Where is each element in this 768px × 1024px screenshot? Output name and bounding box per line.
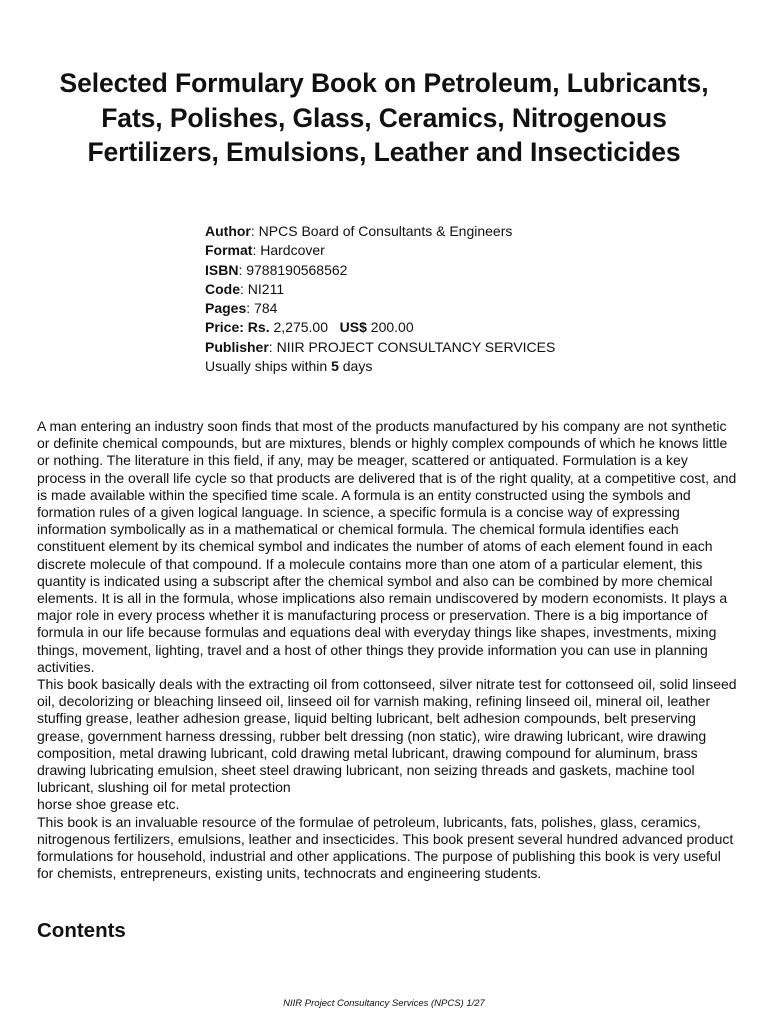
description-paragraph-3: This book is an invaluable resource of the formulae of petroleum, lubricants, fats, polishes, glass, ceramics, nitrogenous fertilizers, emulsions, leather and insecticides. This book present several hundred advanced product formulations for household, industrial and other applications. The purpose of publishing this book is very useful for chemists, entrepreneurs, existing units, technocrats and engineering students. (37, 813, 734, 882)
description-paragraph-1: A man entering an industry soon finds that most of the products manufactured by his company are not synthetic or definite chemical compounds, but are mixtures, blends or highly complex compounds of which he knows little or nothing. The literature in this field, if any, may be meager, scattered or antiquated. Formulation is a key process in the overall life cycle so that products are delivered that is of the right quality, at a competitive cost, and is made available within the specified time scale. A formula is an entity constructed using the symbols and formation rules of a given logical language. In science, a specific formula is a concise way of expressing information symbolically as in a mathematical or chemical formula. The chemical formula identifies each constituent element by its chemical symbol and indicates the number of atoms of each element found in each discrete molecule of that compound. If a molecule contains more than one atom of a particular element, this quantity is indicated using a subscript after the chemical symbol and also can be combined by more chemical elements. It is all in the formula, whose implications also remain undiscovered by modern economists. It plays a major role in every process whether it is manufacturing process or preservation. There is a big importance of formula in our life because formulas and equations deal with everyday things like shapes, investments, mixing things, movement, lighting, travel and a host of other things they provide information you can use in planning activities. (37, 418, 737, 675)
author-value: NPCS Board of Consultants & Engineers (258, 223, 513, 239)
usd-label: US$ (339, 319, 367, 336)
book-details (205, 222, 555, 376)
code-label: Code (205, 280, 240, 297)
author-line: Author: NPCS Board of Consultants & Engineers (205, 223, 513, 239)
publisher-value: NIIR PROJECT CONSULTANCY SERVICES (276, 338, 556, 355)
shipping-line (205, 357, 555, 376)
ships-days: 5 (331, 358, 339, 375)
ships-suffix: days (338, 358, 373, 375)
isbn-line: ISBN: 9788190568562 (205, 261, 348, 278)
contents-heading: Contents (37, 919, 126, 942)
description (37, 418, 737, 882)
code-value: NI211 (247, 280, 285, 297)
page-footer: NIIR Project Consultancy Services (NPCS) 1/27 (283, 998, 485, 1009)
description-paragraph-2: This book basically deals with the extracting oil from cottonseed, silver nitrate test for cottonseed oil, solid linseed oil, decolorizing or bleaching linseed oil, linseed oil for varnish making, refining linseed oil, mineral oil, leather stuffing grease, leather adhesion grease, liquid belting lubricant, belt adhesion compounds, belt preserving grease, government harness dressing, rubber belt dressing (non static), wire drawing lubricant, wire drawing composition, metal drawing lubricant, cold drawing metal lubricant, drawing compound for aluminum, brass drawing lubricating emulsion, sheet steel drawing lubricant, non seizing threads and gaskets, machine tool lubricant, slushing oil for metal protection (37, 676, 737, 796)
format-line: Format: Hardcover (205, 242, 325, 259)
pages-label: Pages (205, 300, 247, 317)
price-rs-value: 2,275.00 (273, 319, 328, 336)
format-value: Hardcover (260, 242, 325, 259)
ships-prefix: Usually ships within (205, 358, 332, 375)
price-label: Price: Rs. (205, 319, 270, 336)
pages-value: 784 (254, 300, 278, 317)
page-title: Selected Formulary Book on Petroleum, Lubricants, Fats, Polishes, Glass, Ceramics, Nitrogenous Fertilizers, Emulsions, Leather and Insecticides (59, 68, 709, 167)
price-line (205, 318, 555, 337)
code-line: Code: NI211 (205, 280, 285, 297)
description-paragraph-2-end: horse shoe grease etc. (37, 796, 180, 813)
price-usd-value: 200.00 (370, 319, 414, 336)
publisher-label: Publisher (205, 338, 269, 355)
publisher-line: Publisher: NIIR PROJECT CONSULTANCY SERVICES (205, 338, 556, 355)
format-label: Format (205, 242, 253, 259)
author-label: Author (205, 223, 251, 239)
isbn-value: 9788190568562 (246, 261, 348, 278)
pages-line: Pages: 784 (205, 300, 278, 317)
isbn-label: ISBN (205, 261, 239, 278)
